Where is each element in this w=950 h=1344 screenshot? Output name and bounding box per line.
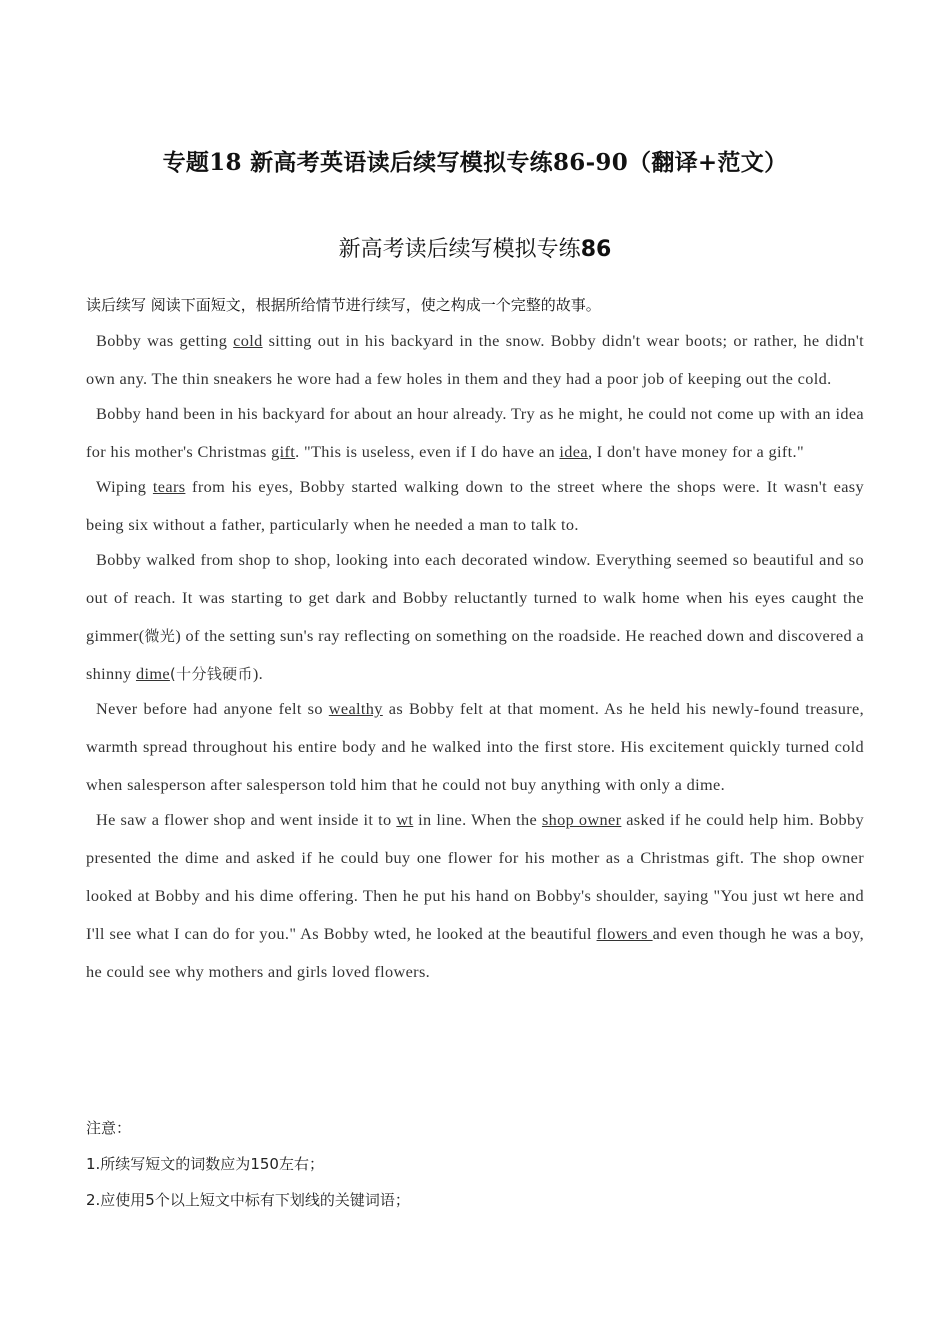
text-segment: Never before had anyone felt so bbox=[96, 699, 329, 718]
keyword-wt: wt bbox=[396, 810, 414, 829]
keyword-wealthy: wealthy bbox=[328, 699, 383, 718]
text-segment: ) of the setting sun's ray reflecting on something on the roadside. He reached down and discovered a shinny bbox=[86, 626, 865, 683]
text-segment: . "This is useless, even if I do have an bbox=[295, 442, 560, 461]
keyword-shop-owner: shop owner bbox=[541, 810, 622, 829]
section-subtitle bbox=[0, 232, 950, 263]
passage-paragraph-3 bbox=[86, 468, 864, 544]
note-item-2: 2.应使用5个以上短文中标有下划线的关键词语； bbox=[86, 1191, 410, 1209]
passage-paragraph-2 bbox=[86, 395, 864, 471]
text-segment: asked if he could help him. Bobby presented the dime and asked if he could buy one flower for his mother as a Christmas gift. The shop owner looked at Bobby and his dime offering. Then he put his hand on Bobby's shoulder, saying "You just wt here and I'll see what I can do for you." As Bobby wted, he looked at the beautiful bbox=[86, 810, 864, 943]
passage-paragraph-4 bbox=[86, 541, 864, 693]
subtitle-text: 新高考读后续写模拟专练 bbox=[338, 237, 581, 262]
text-segment: from his eyes, Bobby started walking down to the street where the shops were. It wasn't easy being six without a father, particularly when he needed a man to talk to. bbox=[86, 477, 864, 534]
keyword-gift: gift bbox=[271, 442, 296, 461]
keyword-idea: idea bbox=[559, 442, 588, 461]
text-segment: Bobby walked from shop to shop, looking into each decorated window. Everything seemed so beautiful and so out of reach. It was starting to get dark and Bobby reluctantly turned to walk home when his eyes caught the gimmer( bbox=[86, 550, 864, 645]
passage-paragraph-1 bbox=[86, 322, 864, 398]
text-segment: and even though he was a boy, he could see why mothers and girls loved flowers. bbox=[86, 924, 865, 981]
text-segment: sitting out in his backyard in the snow. Bobby didn't wear boots; or rather, he didn't own any. The thin sneakers he wore had a few holes in them and they had a poor job of keeping out the cold. bbox=[86, 331, 864, 388]
task-instruction: 读后续写 阅读下面短文，根据所给情节进行续写，使之构成一个完整的故事。 bbox=[86, 296, 601, 314]
keyword-tears: tears bbox=[152, 477, 186, 496]
chinese-gloss: (十分钱硬币 bbox=[169, 665, 253, 683]
passage-paragraph-6 bbox=[86, 801, 864, 991]
text-segment: Bobby was getting bbox=[96, 331, 234, 350]
text-segment: He saw a flower shop and went inside it to bbox=[96, 810, 397, 829]
passage-paragraph-5 bbox=[86, 690, 864, 804]
text-segment: Wiping bbox=[96, 477, 153, 496]
text-segment: in line. When the bbox=[413, 810, 542, 829]
text-segment: as Bobby felt at that moment. As he held his newly-found treasure, warmth spread throughout his entire body and he walked into the first store. His excitement quickly turned cold when salesperson after salesperson told him that he could not buy anything with only a dime. bbox=[86, 699, 864, 794]
note-item-1: 1.所续写短文的词数应为150左右； bbox=[86, 1155, 324, 1173]
keyword-cold: cold bbox=[233, 331, 263, 350]
subtitle-number: 86 bbox=[580, 237, 612, 262]
text-segment: Bobby hand been in his backyard for about an hour already. Try as he might, he could not come up with an idea for his mother's Christmas bbox=[86, 404, 864, 461]
chinese-gloss: 微光 bbox=[144, 627, 176, 645]
passage bbox=[86, 322, 864, 991]
notes-heading: 注意： bbox=[86, 1119, 132, 1137]
keyword-dime: dime bbox=[135, 664, 170, 683]
notes-section bbox=[86, 1110, 866, 1218]
text-segment: , I don't have money for a gift." bbox=[587, 442, 804, 461]
keyword-flowers: flowers bbox=[596, 924, 653, 943]
text-segment: ). bbox=[252, 664, 264, 683]
page-title: 专题18 新高考英语读后续写模拟专练86-90（翻译+范文） bbox=[162, 149, 788, 176]
